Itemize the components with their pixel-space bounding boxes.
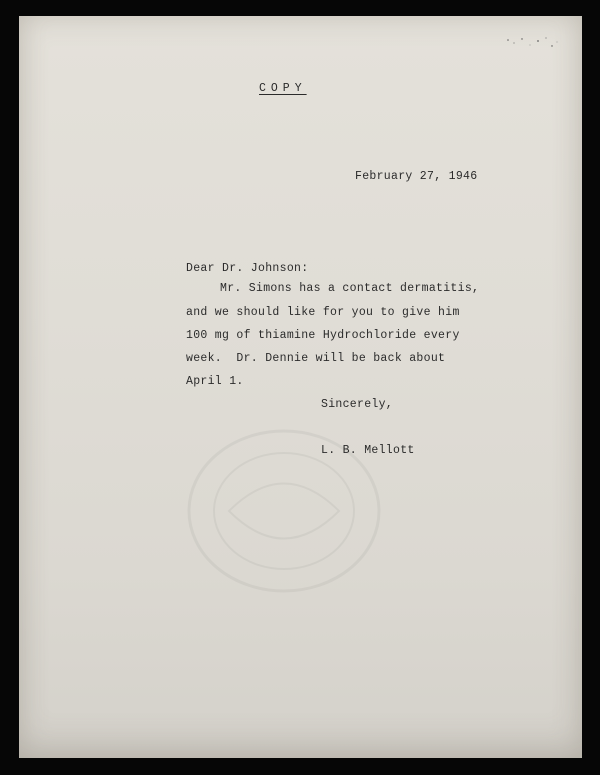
closing: Sincerely, (321, 398, 394, 411)
body-line: week. Dr. Dennie will be back about (186, 352, 446, 365)
signature: L. B. Mellott (321, 444, 415, 457)
letter-date: February 27, 1946 (355, 170, 478, 183)
salutation: Dear Dr. Johnson: (186, 262, 309, 275)
body-line: 100 mg of thiamine Hydrochloride every (186, 329, 460, 342)
body-line: Mr. Simons has a contact dermatitis, (220, 282, 480, 295)
body-line: and we should like for you to give him (186, 306, 460, 319)
paper-sheet (19, 16, 582, 758)
copy-label: COPY (259, 82, 307, 95)
paper-specks (500, 34, 560, 54)
body-line: April 1. (186, 375, 244, 388)
